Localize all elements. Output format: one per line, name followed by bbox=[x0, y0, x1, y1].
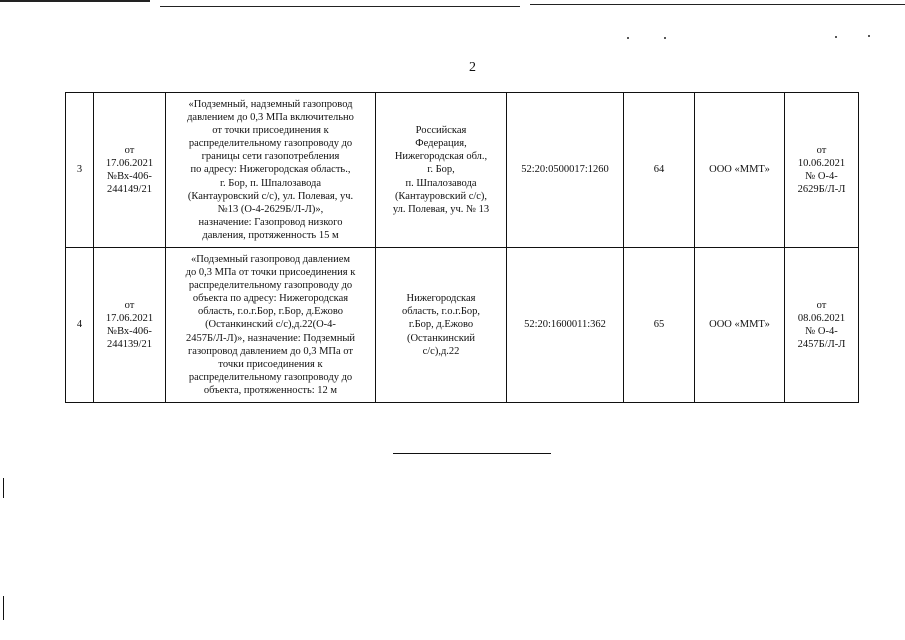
cadastral-number-cell: 52:20:1600011:362 bbox=[507, 248, 624, 403]
registry-table bbox=[65, 92, 859, 403]
page-number: 2 bbox=[469, 60, 476, 75]
incoming-doc-cell: от 17.06.2021 №Вх-406- 244139/21 bbox=[94, 248, 166, 403]
object-description-cell: «Подземный газопровод давлением до 0,3 МПа от точки присоединения к распределительному газопроводу до объекта по адресу: Нижегородская область, г.о.г.Бор, г.Бор, д.Ежово (Останкинский с/с),д.22(О-4- 2457Б/Л-Л)», назначение: Подземный газопровод давлением до 0,3 МПа от точки присоединения к распределительному газопроводу до объекта, протяженность: 12 м bbox=[166, 248, 376, 403]
address-cell: Нижегородская область, г.о.г.Бор, г.Бор, д.Ежово (Останкинский с/с),д.22 bbox=[376, 248, 507, 403]
cadastral-number-cell: 52:20:0500017:1260 bbox=[507, 93, 624, 248]
organization-cell: ООО «ММТ» bbox=[695, 248, 785, 403]
reference-doc-cell: от 10.06.2021 № О-4- 2629Б/Л-Л bbox=[785, 93, 859, 248]
scan-speck bbox=[627, 37, 629, 39]
incoming-doc-cell: от 17.06.2021 №Вх-406- 244149/21 bbox=[94, 93, 166, 248]
scan-edge-line-top-mid bbox=[160, 6, 520, 7]
scan-margin-mark bbox=[3, 478, 4, 498]
scan-edge-line-top-left bbox=[0, 0, 150, 2]
object-description-cell: «Подземный, надземный газопровод давлением до 0,3 МПа включительно от точки присоединения к распределительному газопроводу до границы сети газопотребления по адресу: Нижегородская область., г. Бор, п. Шпалозавода (Кантауровский с/с), ул. Полевая, уч. №13 (О-4-2629Б/Л-Л)», назначение: Газопровод низкого давления, протяженность 15 м bbox=[166, 93, 376, 248]
address-cell: Российская Федерация, Нижегородская обл., г. Бор, п. Шпалозавода (Кантауровский с/с), ул. Полевая, уч. № 13 bbox=[376, 93, 507, 248]
scan-speck bbox=[835, 36, 837, 38]
scan-speck bbox=[664, 37, 666, 39]
end-separator-line bbox=[393, 453, 551, 454]
count-cell: 64 bbox=[624, 93, 695, 248]
table-row bbox=[66, 248, 859, 403]
scan-speck bbox=[868, 35, 870, 37]
organization-cell: ООО «ММТ» bbox=[695, 93, 785, 248]
reference-doc-cell: от 08.06.2021 № О-4- 2457Б/Л-Л bbox=[785, 248, 859, 403]
scan-edge-line-top-right bbox=[530, 4, 905, 5]
scan-margin-mark bbox=[3, 596, 4, 620]
count-cell: 65 bbox=[624, 248, 695, 403]
row-number-cell: 3 bbox=[66, 93, 94, 248]
table-row bbox=[66, 93, 859, 248]
row-number-cell: 4 bbox=[66, 248, 94, 403]
